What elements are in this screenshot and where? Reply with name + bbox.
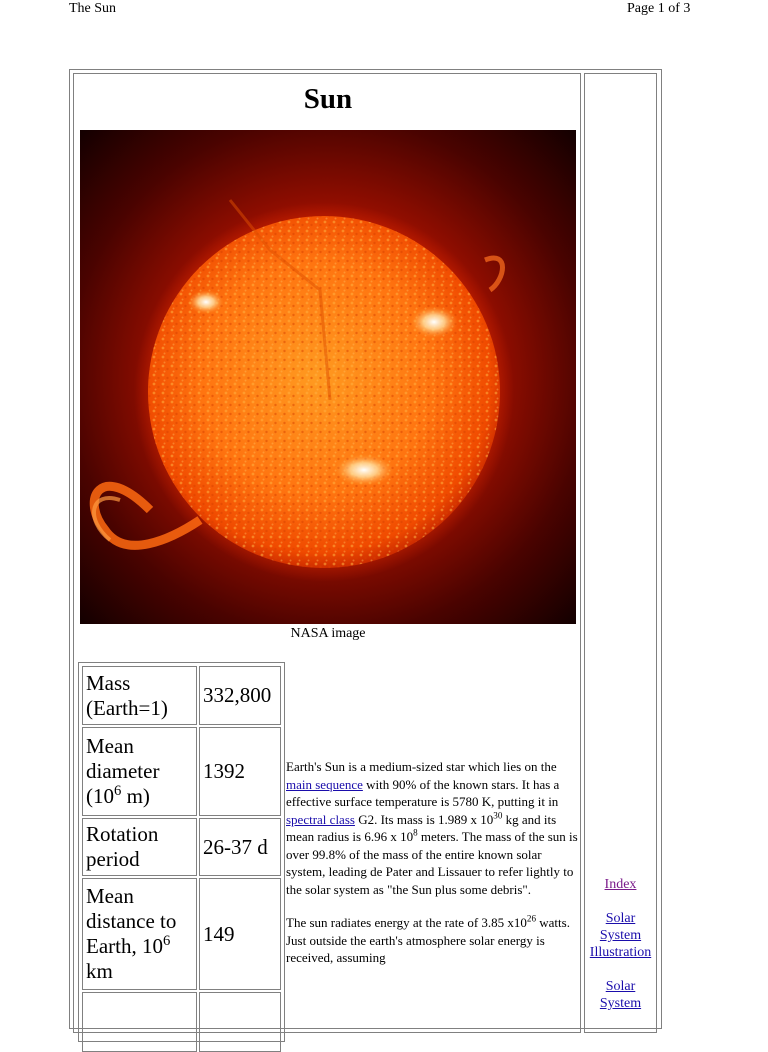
print-header-title: The Sun [69, 1, 117, 16]
sun-image [80, 130, 576, 624]
fact-value-next [199, 992, 281, 1052]
sun-facts-table [78, 662, 285, 1042]
navigation-cell [584, 73, 657, 1033]
fact-value-distance: 149 [199, 878, 281, 990]
page-layout-table [69, 69, 662, 1029]
description-paragraph-2: The sun radiates energy at the rate of 3.85 $x10^{26}$ watts. Just outside the earth's atmosphere solar energy is received, assuming [286, 913, 570, 965]
main-content-cell [73, 73, 581, 1033]
solar-system-illustration-link[interactable]: Solar System Illustration [589, 911, 652, 960]
print-header-page-number: Page 1 of 3 [627, 1, 691, 16]
fact-label-diameter: Mean diameter ($10^6$ m) [82, 727, 197, 816]
spectral-class-link[interactable]: spectral class [286, 811, 355, 827]
navigation-links [585, 876, 656, 1029]
fact-label-next [82, 992, 197, 1052]
fact-label-distance: Mean distance to Earth, $10^6$ km [82, 878, 197, 990]
main-sequence-link[interactable]: main sequence [286, 776, 363, 792]
fact-label-rotation: Rotation period [82, 818, 197, 876]
index-link[interactable]: Index [604, 877, 637, 892]
fact-value-mass: 332,800 [199, 666, 281, 725]
image-caption: NASA image [290, 626, 366, 641]
fact-label-mass: Mass (Earth=1) [82, 666, 197, 725]
fact-value-rotation: 26-37 d [199, 818, 281, 876]
sun-description [286, 758, 578, 983]
page-title: Sun [303, 83, 353, 115]
fact-value-diameter: 1392 [199, 727, 281, 816]
description-paragraph-1: Earth's Sun is a medium-sized star which lies on the main sequence with 90% of the known stars. It has a effective surface temperature is 5780 K, putting it in spectral class G2. Its mass is 1.989 x $10^{30}$ kg and its mean radius is 6.96 x $10^8$ meters. The mass of the sun is over 99.8% of the mass of the entire known solar system, leading de Pater and Lissauer to refer lightly to the solar system as "the Sun plus some debris". [286, 759, 578, 897]
solar-system-link[interactable]: Solar System [599, 979, 642, 1011]
